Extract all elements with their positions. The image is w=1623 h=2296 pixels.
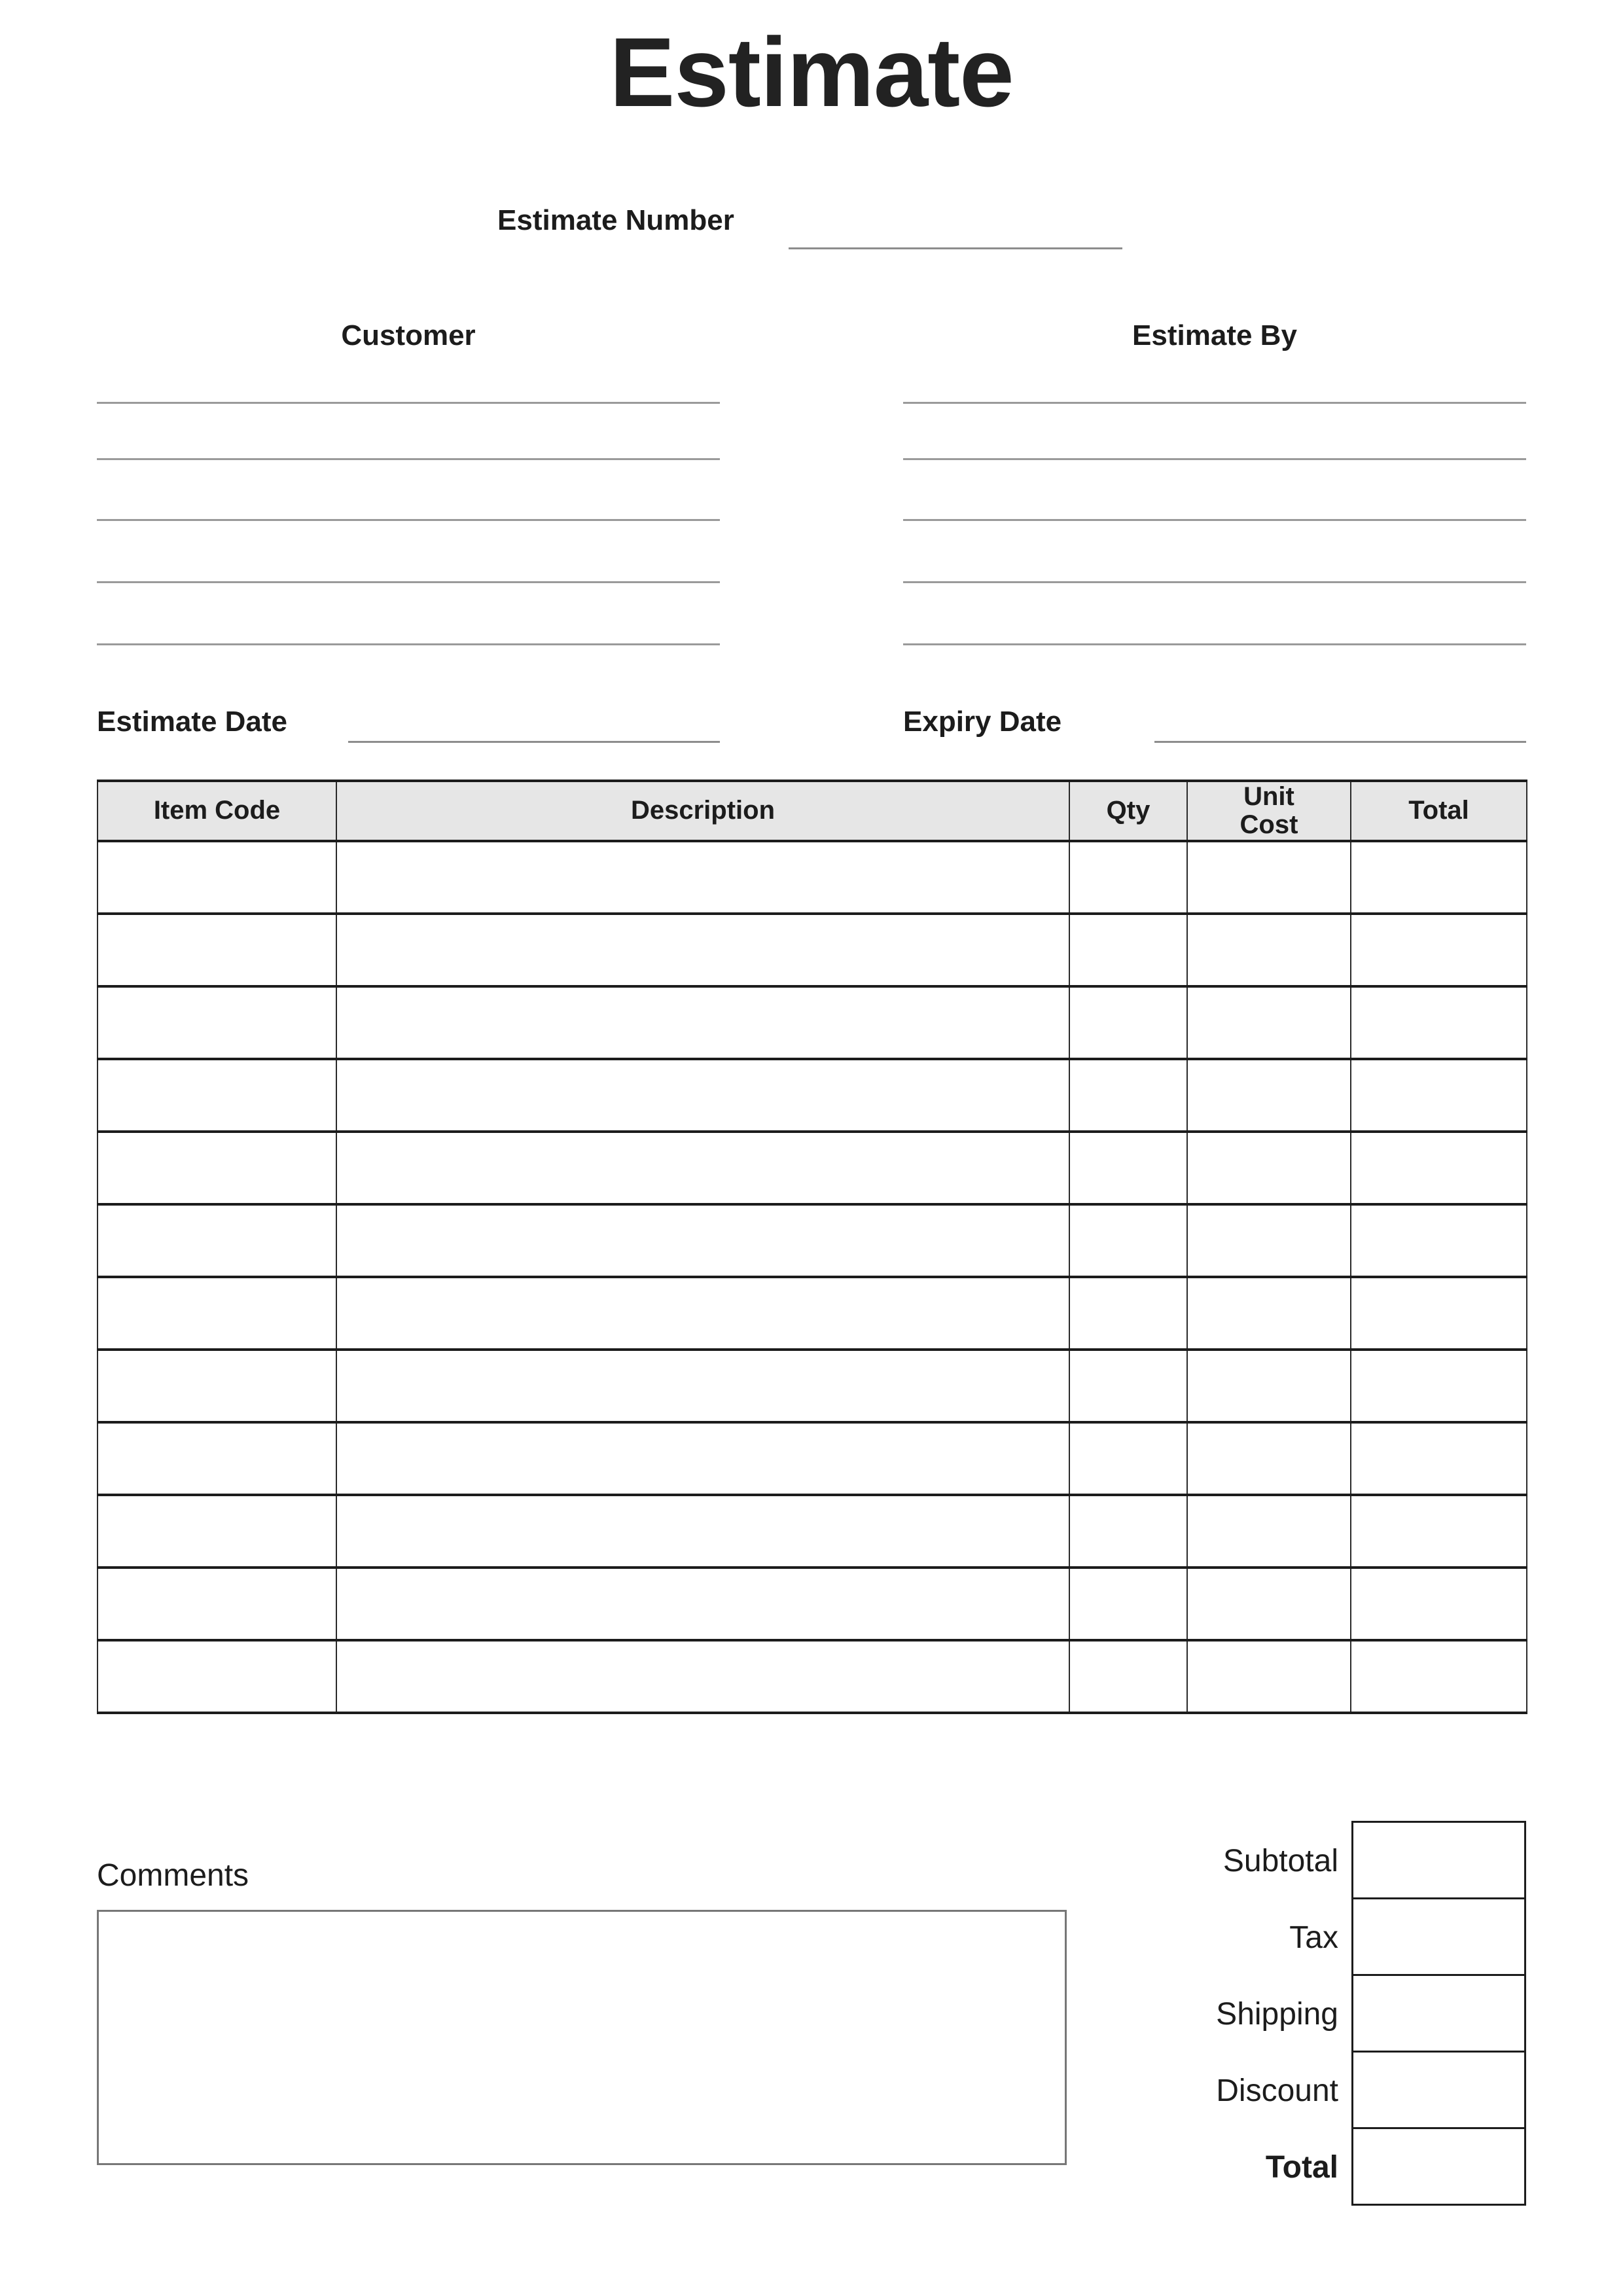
- cell-description[interactable]: [336, 1640, 1069, 1713]
- cell-description[interactable]: [336, 1132, 1069, 1204]
- cell-description[interactable]: [336, 1059, 1069, 1132]
- cell-unit-cost[interactable]: [1187, 1422, 1351, 1495]
- cell-total[interactable]: [1351, 1422, 1527, 1495]
- cell-description[interactable]: [336, 1422, 1069, 1495]
- cell-unit-cost[interactable]: [1187, 1204, 1351, 1277]
- totals-row: [1113, 2053, 1526, 2129]
- estimate-by-line-4[interactable]: [903, 581, 1526, 583]
- comments-label: Comments: [97, 1858, 249, 1893]
- totals-row: [1113, 2129, 1526, 2206]
- cell-total[interactable]: [1351, 1132, 1527, 1204]
- cell-total[interactable]: [1351, 1495, 1527, 1568]
- table-row: [98, 1204, 1527, 1277]
- cell-description[interactable]: [336, 1495, 1069, 1568]
- cell-unit-cost[interactable]: [1187, 1640, 1351, 1713]
- table-row: [98, 1568, 1527, 1640]
- cell-unit-cost[interactable]: [1187, 914, 1351, 986]
- expiry-date-label: Expiry Date: [903, 706, 1062, 738]
- cell-unit-cost[interactable]: [1187, 986, 1351, 1059]
- totals-row: [1113, 1899, 1526, 1976]
- cell-qty[interactable]: [1069, 1422, 1187, 1495]
- cell-qty[interactable]: [1069, 1495, 1187, 1568]
- cell-unit-cost[interactable]: [1187, 841, 1351, 914]
- cell-total[interactable]: [1351, 1204, 1527, 1277]
- cell-total[interactable]: [1351, 1277, 1527, 1350]
- table-row: [98, 1640, 1527, 1713]
- cell-total[interactable]: [1351, 1568, 1527, 1640]
- cell-item-code[interactable]: [98, 1568, 336, 1640]
- page-title: Estimate: [609, 17, 1014, 127]
- table-row: [98, 1059, 1527, 1132]
- cell-qty[interactable]: [1069, 1277, 1187, 1350]
- column-header-description: Description: [336, 781, 1069, 841]
- totals-row: [1113, 1976, 1526, 2053]
- column-header-unit-cost-line2: Cost: [1240, 810, 1298, 839]
- cell-item-code[interactable]: [98, 1204, 336, 1277]
- cell-total[interactable]: [1351, 1640, 1527, 1713]
- cell-qty[interactable]: [1069, 914, 1187, 986]
- cell-unit-cost[interactable]: [1187, 1568, 1351, 1640]
- totals-block: [1113, 1823, 1526, 2206]
- estimate-by-line-5[interactable]: [903, 643, 1526, 645]
- cell-qty[interactable]: [1069, 1132, 1187, 1204]
- estimate-by-line-2[interactable]: [903, 458, 1526, 460]
- cell-qty[interactable]: [1069, 1204, 1187, 1277]
- cell-item-code[interactable]: [98, 1132, 336, 1204]
- customer-line-5[interactable]: [97, 643, 720, 645]
- totals-label-discount: Discount: [1216, 2073, 1338, 2108]
- cell-description[interactable]: [336, 1350, 1069, 1422]
- table-row: [98, 914, 1527, 986]
- cell-description[interactable]: [336, 1277, 1069, 1350]
- cell-item-code[interactable]: [98, 841, 336, 914]
- cell-qty[interactable]: [1069, 1568, 1187, 1640]
- cell-item-code[interactable]: [98, 1422, 336, 1495]
- totals-input-discount[interactable]: [1351, 2051, 1526, 2129]
- customer-line-1[interactable]: [97, 402, 720, 404]
- cell-item-code[interactable]: [98, 1059, 336, 1132]
- totals-label-subtotal: Subtotal: [1222, 1844, 1338, 1878]
- cell-description[interactable]: [336, 914, 1069, 986]
- cell-description[interactable]: [336, 841, 1069, 914]
- cell-unit-cost[interactable]: [1187, 1495, 1351, 1568]
- table-row: [98, 841, 1527, 914]
- cell-item-code[interactable]: [98, 914, 336, 986]
- customer-line-2[interactable]: [97, 458, 720, 460]
- cell-description[interactable]: [336, 1204, 1069, 1277]
- customer-line-3[interactable]: [97, 519, 720, 521]
- cell-total[interactable]: [1351, 986, 1527, 1059]
- totals-input-shipping[interactable]: [1351, 1974, 1526, 2053]
- column-header-unit-cost: [1187, 781, 1351, 841]
- cell-total[interactable]: [1351, 1059, 1527, 1132]
- cell-item-code[interactable]: [98, 1640, 336, 1713]
- estimate-by-heading: Estimate By: [1132, 319, 1297, 351]
- table-row: [98, 1350, 1527, 1422]
- estimate-number-input[interactable]: [789, 247, 1122, 249]
- column-header-unit-cost-line1: Unit: [1243, 781, 1294, 811]
- expiry-date-input[interactable]: [1154, 741, 1526, 743]
- totals-label-total: Total: [1265, 2150, 1338, 2185]
- cell-unit-cost[interactable]: [1187, 1132, 1351, 1204]
- table-row: [98, 1495, 1527, 1568]
- column-header-qty: Qty: [1069, 781, 1187, 841]
- estimate-date-input[interactable]: [348, 741, 720, 743]
- cell-total[interactable]: [1351, 914, 1527, 986]
- cell-item-code[interactable]: [98, 1350, 336, 1422]
- table-row: [98, 1132, 1527, 1204]
- cell-unit-cost[interactable]: [1187, 1350, 1351, 1422]
- estimate-by-line-3[interactable]: [903, 519, 1526, 521]
- cell-qty[interactable]: [1069, 1640, 1187, 1713]
- table-row: [98, 1422, 1527, 1495]
- cell-qty[interactable]: [1069, 986, 1187, 1059]
- totals-row: [1113, 1823, 1526, 1899]
- totals-input-tax[interactable]: [1351, 1897, 1526, 1976]
- estimate-date-label: Estimate Date: [97, 706, 288, 738]
- estimate-number-label: Estimate Number: [497, 204, 734, 236]
- column-header-total: Total: [1351, 781, 1527, 841]
- cell-item-code[interactable]: [98, 986, 336, 1059]
- customer-line-4[interactable]: [97, 581, 720, 583]
- table-header-row: [98, 781, 1527, 841]
- cell-description[interactable]: [336, 986, 1069, 1059]
- totals-input-subtotal[interactable]: [1351, 1821, 1526, 1899]
- cell-qty[interactable]: [1069, 1059, 1187, 1132]
- comments-input[interactable]: [97, 1910, 1067, 2165]
- cell-total[interactable]: [1351, 841, 1527, 914]
- line-items-table-body: [98, 841, 1527, 1713]
- line-items-table-head: [98, 781, 1527, 841]
- totals-label-tax: Tax: [1289, 1920, 1338, 1955]
- customer-heading: Customer: [341, 319, 476, 351]
- cell-item-code[interactable]: [98, 1277, 336, 1350]
- table-row: [98, 1277, 1527, 1350]
- cell-qty[interactable]: [1069, 841, 1187, 914]
- totals-label-shipping: Shipping: [1216, 1997, 1338, 2032]
- cell-qty[interactable]: [1069, 1350, 1187, 1422]
- cell-unit-cost[interactable]: [1187, 1059, 1351, 1132]
- cell-total[interactable]: [1351, 1350, 1527, 1422]
- cell-item-code[interactable]: [98, 1495, 336, 1568]
- cell-description[interactable]: [336, 1568, 1069, 1640]
- column-header-item-code: Item Code: [98, 781, 336, 841]
- estimate-by-line-1[interactable]: [903, 402, 1526, 404]
- table-row: [98, 986, 1527, 1059]
- totals-input-total[interactable]: [1351, 2127, 1526, 2206]
- cell-unit-cost[interactable]: [1187, 1277, 1351, 1350]
- line-items-table: [97, 780, 1527, 1714]
